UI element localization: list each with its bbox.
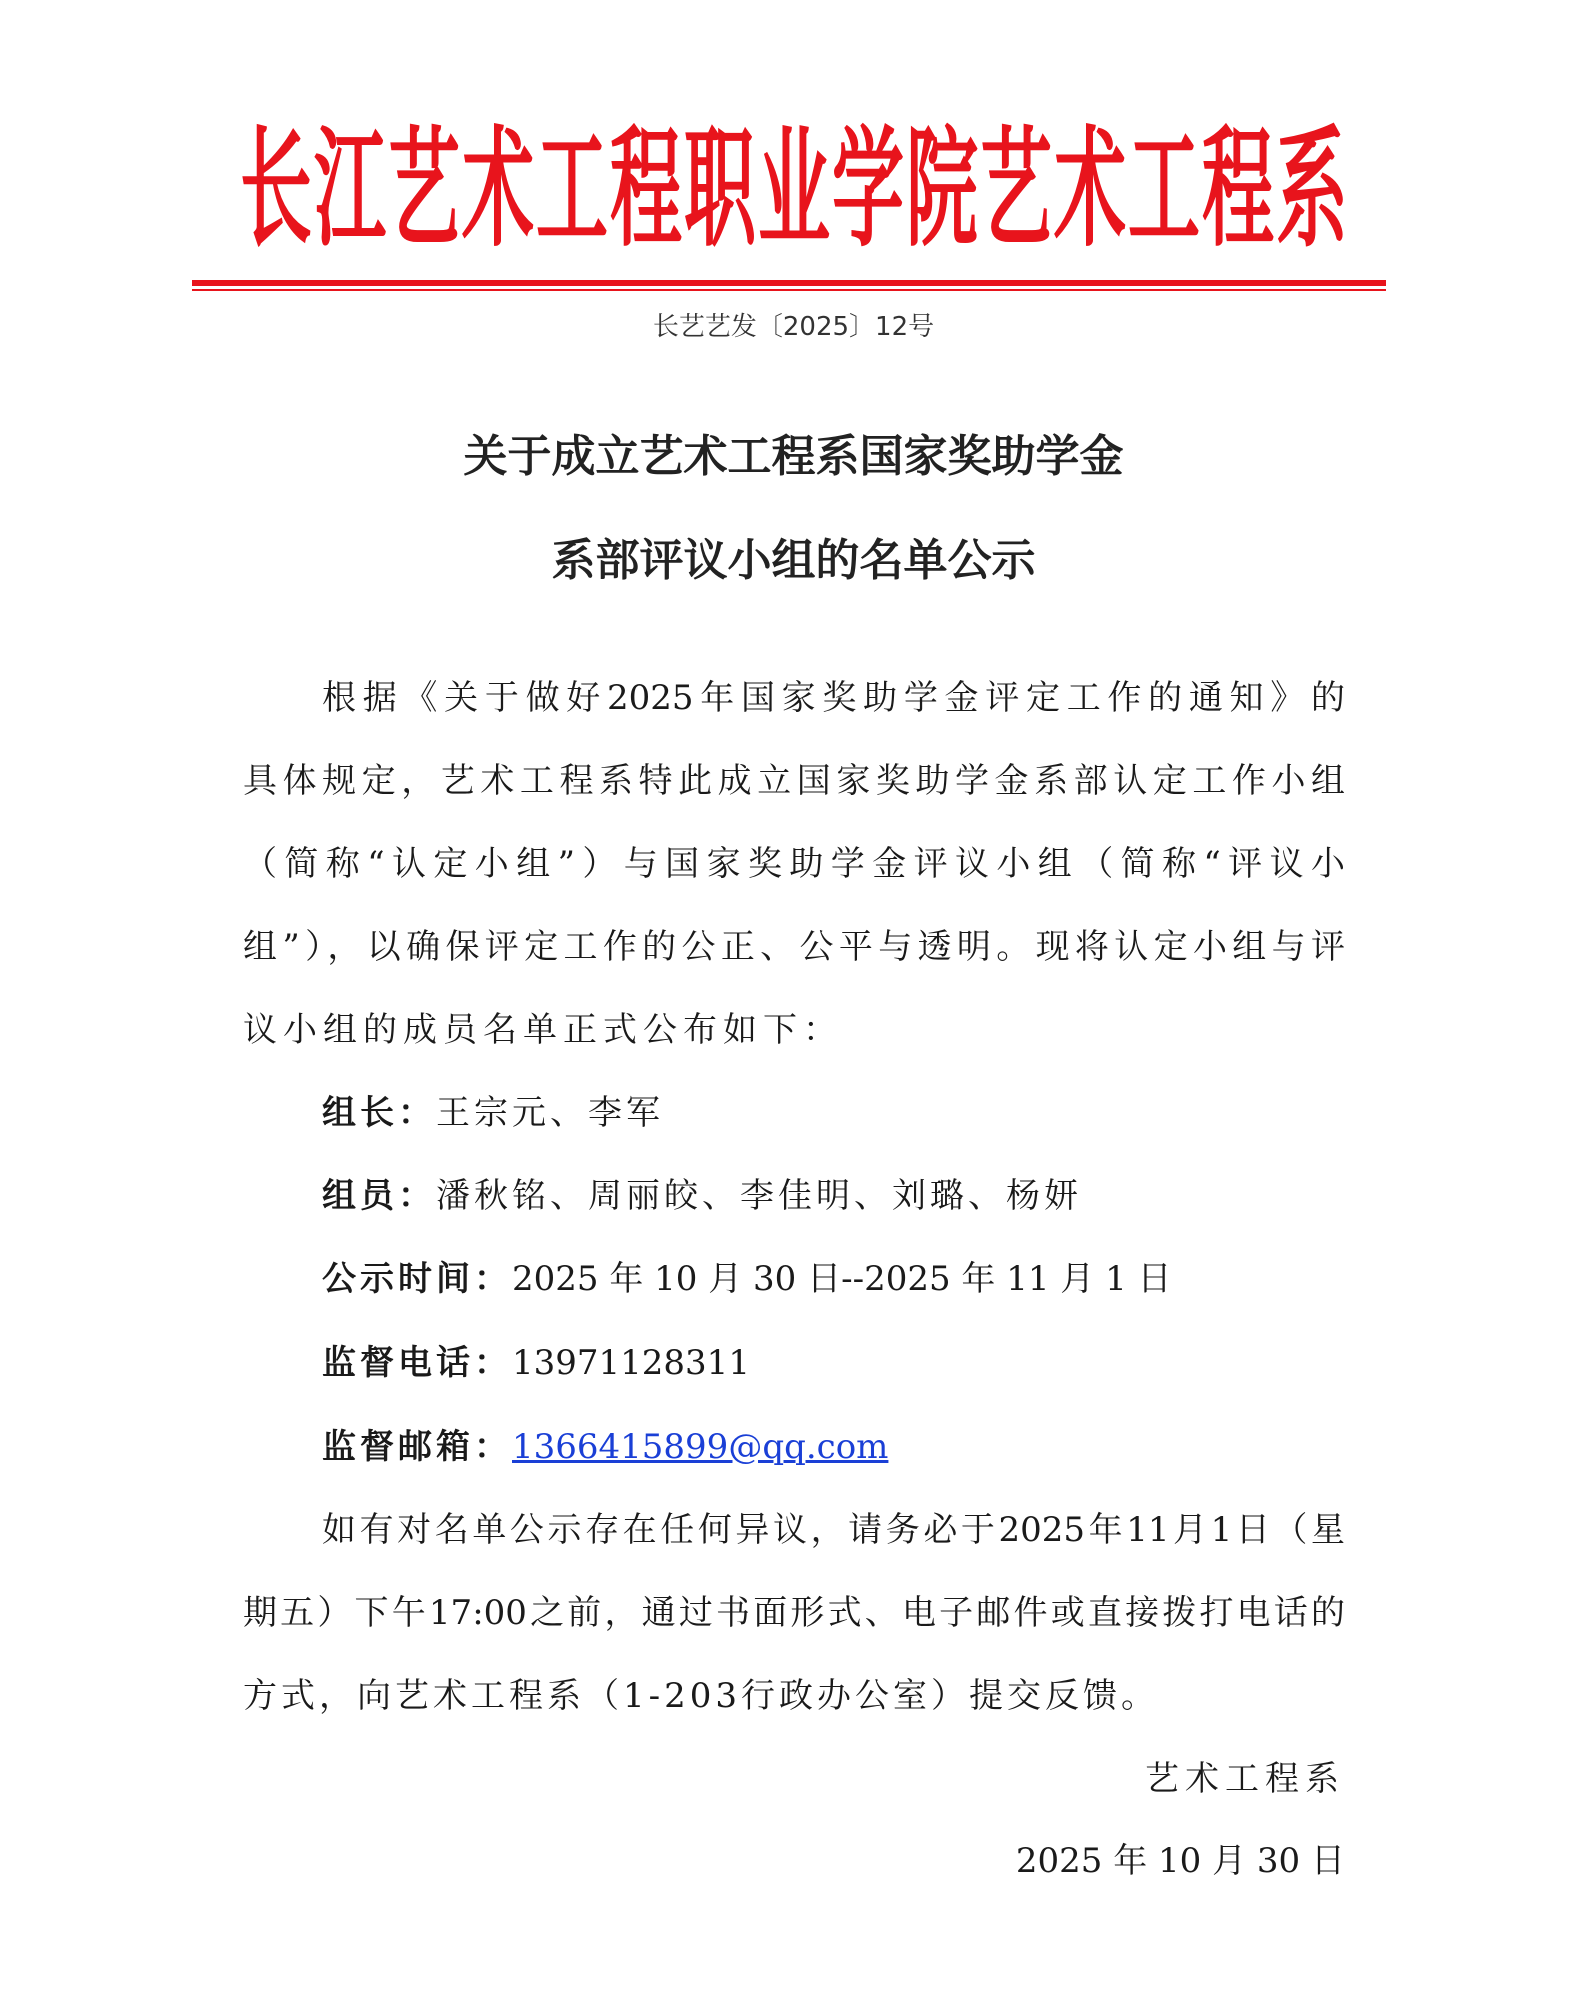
period-value: 2025 年 10 月 30 日--2025 年 11 月 1 日: [512, 1259, 1172, 1299]
phone-label: 监督电话：: [322, 1343, 512, 1383]
intro-line: （简称“认定小组”）与国家奖助学金评议小组（简称“评议小: [243, 844, 1345, 884]
intro-line: 议小组的成员名单正式公布如下：: [243, 1010, 843, 1050]
intro-line: 组”），以确保评定工作的公正、公平与透明。现将认定小组与评: [243, 927, 1345, 967]
closing-line: 如有对名单公示存在任何异议，请务必于2025年11月1日（星: [322, 1510, 1345, 1550]
leader-row: [322, 1091, 1345, 1135]
header-rule-thick: [192, 280, 1386, 286]
email-label: 监督邮箱：: [322, 1427, 512, 1467]
phone-value: 13971128311: [512, 1343, 750, 1383]
signature-department: 艺术工程系: [1145, 1759, 1345, 1799]
signature-date: 2025 年 10 月 30 日: [1015, 1841, 1345, 1881]
period-row: [322, 1257, 1345, 1301]
period-label: 公示时间：: [322, 1259, 512, 1299]
email-link[interactable]: 1366415899@qq.com: [512, 1427, 889, 1467]
members-row: [322, 1174, 1345, 1218]
title-line-2: 系部评议小组的名单公示: [551, 535, 1036, 586]
leader-value: 王宗元、李军: [436, 1093, 664, 1133]
closing-line: 方式，向艺术工程系（1-203行政办公室）提交反馈。: [243, 1676, 1160, 1716]
intro-line: 具体规定，艺术工程系特此成立国家奖助学金系部认定工作小组: [243, 761, 1345, 801]
title-line-1: 关于成立艺术工程系国家奖助学金: [463, 431, 1124, 482]
phone-row: [322, 1341, 1345, 1385]
email-row: [322, 1425, 1345, 1469]
leader-label: 组长：: [322, 1093, 436, 1133]
closing-line: 期五）下午17:00之前，通过书面形式、电子邮件或直接拨打电话的: [243, 1593, 1345, 1633]
members-label: 组员：: [322, 1176, 436, 1216]
document-number: 长艺艺发〔2025〕12号: [652, 312, 935, 342]
header-rule-thin: [192, 289, 1386, 291]
intro-line: 根据《关于做好2025年国家奖助学金评定工作的通知》的: [322, 678, 1345, 718]
organization-header: 长江艺术工程职业学院艺术工程系: [240, 111, 1351, 265]
members-value: 潘秋铭、周丽皎、李佳明、刘璐、杨妍: [436, 1176, 1082, 1216]
